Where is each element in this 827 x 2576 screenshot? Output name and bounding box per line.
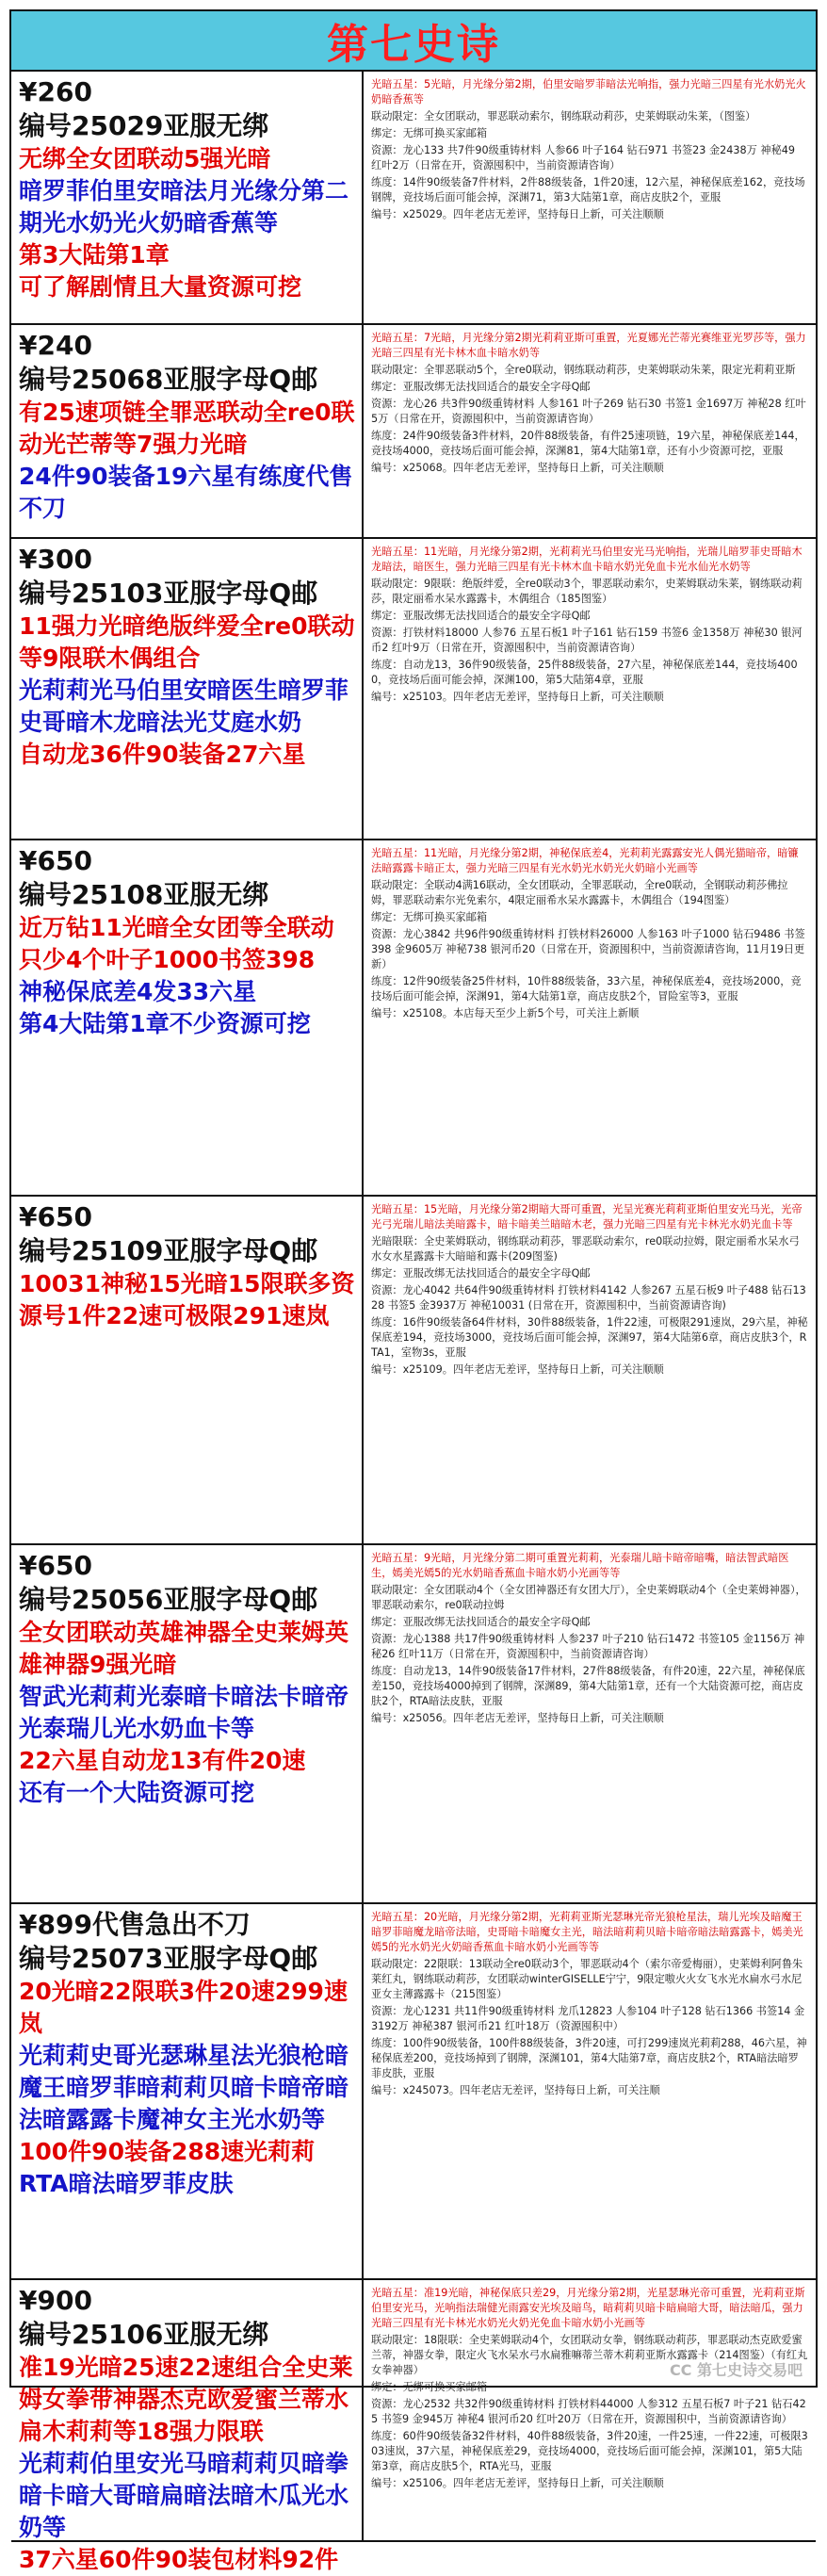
detail-line: 编号：x25109。四年老店无差评，坚持每日上新，可关注顺顺 [371, 1363, 664, 1376]
listing-highlight: RTA暗法暗罗菲皮肤 [19, 2170, 234, 2197]
listing-summary [11, 1197, 364, 1543]
listing-highlight: 智武光莉莉光泰暗卡暗法卡暗帝光泰瑞儿光水奶血卡等 [19, 1683, 349, 1742]
listing-highlight: 第3大陆第1章 [19, 241, 170, 269]
detail-line: 练度：60件90级装备32件材料，40件88级装备，3件20速，一件25速，一件22速，可极限303速岚，37六星，神秘保底差29，竞技场4000，竞技场后面可能会掉，深渊101，第5大陆第3章，商店皮肤5个，RTA光马，亚服 [371, 2430, 808, 2472]
listing-price: ¥260 [19, 76, 92, 107]
detail-line: 绑定：无绑可换买家邮箱 [371, 911, 488, 923]
listing-row [11, 1904, 816, 2280]
listing-highlight: 近万钻11光暗全女团等全联动只少4个叶子1000书签398 [19, 914, 334, 973]
listing-highlight: 还有一个大陆资源可挖 [19, 1779, 255, 1806]
detail-line: 光暗五星：20光暗，月光缘分第2期，光莉莉亚斯光瑟琳光帝光狼枪星法，瑞儿光埃及暗魔王暗罗菲暗魔龙暗帝法暗，史哥暗卡暗魔女主光，暗法暗莉莉贝暗卡暗帝暗法暗露露卡，嫣美光嫣5的光水奶光火奶暗香蕉血卡暗水奶小光画等等 [371, 1911, 803, 1953]
listing-highlight: 22六星自动龙13有件20速 [19, 1747, 306, 1774]
listing-row [11, 2280, 816, 2573]
detail-line: 绑定：亚服改绑无法找回适合的最安全字母Q邮 [371, 1616, 591, 1628]
listing-details [364, 1197, 816, 1543]
detail-line: 练度：14件90级装备7件材料，2件88级装备，1件20速，12六星，神秘保底差162，竞技场钢牌，竞技场后面可能会掉，深渊71，第3大陆第1章，商店皮肤2个，亚服 [371, 176, 805, 204]
detail-line: 绑定：无绑可换买家邮箱 [371, 2381, 488, 2393]
listing-price: ¥650 [19, 1201, 92, 1232]
detail-line: 绑定：无绑可换买家邮箱 [371, 127, 488, 139]
listing-highlight: 有25速项链全罪恶联动全re0联动光芒蒂等7强力光暗 [19, 399, 355, 458]
listing-price: ¥900 [19, 2285, 92, 2316]
listing-highlight: 20光暗22限联3件20速299速岚 [19, 1978, 348, 2037]
listing-details [364, 1545, 816, 1902]
listing-details [364, 539, 816, 839]
listing-code: 编号25068亚服字母Q邮 [19, 364, 318, 395]
listing-summary [11, 1545, 364, 1902]
page-title-bar [11, 11, 816, 72]
listing-details [364, 72, 816, 323]
detail-line: 练度：16件90级装备64件材料，30件88级装备，1件22速，可极限291速岚，29六星，神秘保底差194，竞技场3000，竞技场后面可能会掉，深渊97，第4大陆第6章，商店皮肤3个，RTA1，室物3s，亚服 [371, 1316, 808, 1359]
listing-highlight: 可了解剧情且大量资源可挖 [19, 273, 302, 301]
listing-price: ¥899代售急出不刀 [19, 1909, 251, 1940]
detail-line: 绑定：亚服改绑无法找回适合的最安全字母Q邮 [371, 610, 591, 622]
listing-highlight: 光莉莉史哥光瑟琳星法光狼枪暗魔王暗罗菲暗莉莉贝暗卡暗帝暗法暗露露卡魔神女主光水奶等 [19, 2042, 349, 2133]
detail-line: 练度：自动龙13，36件90级装备，25件88级装备，27六星，神秘保底差144，竞技场4000，竞技场后面可能会掉，深渊100，第5大陆第4章，亚服 [371, 659, 798, 686]
listing-row [11, 840, 816, 1197]
listing-code: 编号25073亚服字母Q邮 [19, 1943, 318, 1974]
detail-line: 资源：龙心1388 共17件90级重铸材料 人参237 叶子210 钻石1472 书签105 金1156万 神秘26 红叶11万（日常在开，资源囤积中，当前资源请咨询） [371, 1633, 805, 1660]
detail-line: 光暗五星：准19光暗，神秘保底只差29，月光缘分第2期，光星瑟琳光帝可重置，光莉莉亚斯伯里安光马，光响指法瑞健光雨露安光埃及暗鸟，暗莉莉贝暗卡暗扁暗大哥，暗法暗瓜，强力光暗三四星有光卡林光水奶光火奶光免血卡暗水奶小光画等 [371, 2287, 805, 2329]
detail-line: 绑定：亚服改绑无法找回适合的最安全字母Q邮 [371, 381, 591, 393]
detail-line: 联动限定：18限联：全史莱姆联动4个，女团联动女拳，钢练联动莉莎，罪恶联动杰克欧爱蜜兰蒂，神器女拳，限定火飞水呆水弓水扁雅嘛蒂兰蒂木莉莉亚斯水露露卡（214图鉴）（有红丸女拳神器） [371, 2334, 808, 2376]
listing-row [11, 325, 816, 539]
detail-line: 资源：打铁材料18000 人参76 五星石板1 叶子161 钻石159 书签6 金1358万 神秘30 银河币2 红叶9万（日常在开，资源囤积中，当前资源请咨询） [371, 627, 803, 654]
detail-line: 绑定：亚服改绑无法找回适合的最安全字母Q邮 [371, 1267, 591, 1280]
detail-line: 练度：24件90级装备3件材料，20件88级装备，有件25速项链，19六星，神秘保底差144，竞技场4000，竞技场后面可能会掉，深渊81，第4大陆第1章，还有小少资源可挖，亚服 [371, 430, 805, 457]
detail-line: 练度：100件90级装备，100件88级装备，3件20速，可打299速岚光莉莉288，46六星，神秘保底差200，竞技场掉到了钢牌，深渊101，第4大陆第7章，商店皮肤2个，RTA暗法暗罗菲皮肤，亚服 [371, 2037, 807, 2079]
detail-line: 资源：龙心2532 共32件90级重铸材料 打铁材料44000 人参312 五星石板7 叶子21 钻石425 书签9 金945万 神秘4 银河币20 红叶20万（日常在开，资源囤积中，当前资源请咨询） [371, 2398, 806, 2425]
detail-line: 联动限定：全罪恶联动5个，全re0联动，钢练联动莉莎，史莱姆联动朱莱，限定光莉莉亚斯 [371, 364, 796, 376]
listing-code: 编号25029亚服无绑 [19, 110, 269, 141]
detail-line: 联动限定：全联动4满16联动，全女团联动，全罪恶联动，全re0联动，全钢联动莉莎佛拉姆，罪恶联动索尔光免索尔，4限定丽希水呆水露露卡，木偶组合（194图鉴） [371, 879, 788, 906]
listing-summary [11, 539, 364, 839]
detail-line: 编号：x25029。四年老店无差评，坚持每日上新，可关注顺顺 [371, 208, 664, 220]
listing-summary [11, 2280, 364, 2573]
detail-line: 光暗五星：7光暗，月光缘分第2期光莉莉亚斯可重置，光夏娜光芒蒂光赛维亚光罗莎等，强力光暗三四星有光卡林木血卡暗水奶等 [371, 332, 806, 359]
listing-summary [11, 72, 364, 323]
detail-line: 光暗五星：15光暗，月光缘分第2期暗大哥可重置，光呈光赛光莉莉亚斯伯里安光马光，光帝光弓光瑞儿暗法美暗露卡，暗卡暗美兰暗暗木老，强力光暗三四星有光卡林光水奶光血卡等 [371, 1203, 803, 1231]
listing-details [364, 325, 816, 537]
detail-line: 光暗五星：5光暗，月光缘分第2期，伯里安暗罗菲暗法光响指，强力光暗三四星有光水奶光火奶暗香蕉等 [371, 78, 806, 106]
detail-line: 编号：x25108。本店每天至少上新5个号，可关注上新顺 [371, 1007, 640, 1019]
detail-line: 光暗五星：11光暗，月光缘分第2期，神秘保底差4，光莉莉光露露安光人偶光猫暗帝，暗镰法暗露露卡暗正太，强力光暗三四星有光水奶光水奶光火奶暗小光画等 [371, 847, 799, 874]
detail-line: 练度：自动龙13，14件90级装备17件材料，27件88级装备，有件20速，22六星，神秘保底差150，竞技场4000掉到了钢牌，深渊89，第4大陆第1章，还有一个大陆资源可挖，商店皮肤2个，RTA暗法皮肤，亚服 [371, 1665, 805, 1707]
detail-line: 编号：x25103。四年老店无差评，坚持每日上新，可关注顺顺 [371, 691, 664, 703]
listing-code: 编号25106亚服无绑 [19, 2319, 269, 2350]
detail-line: 联动限定：22限联：13联动全re0联动3个，罪恶联动4个（索尔帝爱梅丽），史莱姆利阿鲁朱莱红丸，钢练联动莉莎，女团联动winterGISELLE宁宁，9限定嗷火火女飞水光水扁水弓水尼亚女主薄露露卡（215图鉴） [371, 1958, 803, 2000]
listing-code: 编号25103亚服字母Q邮 [19, 578, 318, 609]
detail-line: 光暗五星：11光暗，月光缘分第2期，光莉莉光马伯里安光马光响指，光瑞儿暗罗菲史哥暗木龙暗法，暗医生，强力光暗三四星有光卡林木血卡暗水奶光免血卡光水仙光水奶等 [371, 546, 803, 573]
detail-line: 练度：12件90级装备25件材料，10件88级装备，33六星，神秘保底差4，竞技场2000，竞技场后面可能会掉，深渊91，第4大陆第1章，商店皮肤2个，冒险室等3，亚服 [371, 975, 802, 1003]
detail-line: 资源：龙心3842 共96件90级重铸材料 打铁材料26000 人参163 叶子1000 钻石9486 书签398 金9605万 神秘738 银河币20（日常在开，资源囤积中，当前资源请咨询，11月19日更新） [371, 928, 805, 970]
listing-details [364, 840, 816, 1195]
detail-line: 编号：x25056。四年老店无差评，坚持每日上新，可关注顺顺 [371, 1712, 664, 1724]
detail-line: 联动限定：9限联：绝版绊爱，全re0联动3个，罪恶联动索尔，史莱姆联动朱莱，钢练联动莉莎，限定丽希水呆水露露卡，木偶组合（185图鉴） [371, 578, 803, 605]
listing-details [364, 2280, 816, 2540]
detail-line: 联动限定：全女团联动，罪恶联动索尔，钢练联动莉莎，史莱姆联动朱莱，（图鉴） [371, 110, 756, 122]
detail-line: 光暗限联：全史莱姆联动，钢练联动莉莎，罪恶联动索尔，re0联动拉姆，限定丽希水呆水弓水女水星露露卡大暗暗和露卡(209图鉴) [371, 1235, 800, 1263]
detail-line: 资源：龙心4042 共64件90级重铸材料 打铁材料4142 人参267 五星石板9 叶子488 钻石1328 书签5 金3937万 神秘10031 (日常在开，资源囤积中，当前资源请咨询) [371, 1284, 806, 1312]
listing-code: 编号25056亚服字母Q邮 [19, 1584, 318, 1615]
listing-highlight: 准19光暗25速22速组合全史莱姆女拳带神器杰克欧爱蜜兰蒂水扁木莉莉等18强力限联 [19, 2354, 353, 2445]
listing-summary [11, 1904, 364, 2278]
detail-line: 光暗五星：9光暗，月光缘分第二期可重置光莉莉，光泰瑞儿暗卡暗帝暗嘴，暗法智武暗医生，嫣美光嫣5的光水奶暗香蕉血卡暗水奶小光画等等 [371, 1552, 789, 1579]
listing-highlight: 100件90装备288速光莉莉 [19, 2138, 316, 2165]
listing-price: ¥650 [19, 845, 92, 876]
detail-line: 资源：龙心26 共3件90级重铸材料 人参161 叶子269 钻石30 书签1 金1697万 神秘28 红叶5万（日常在开，资源囤积中，当前资源请咨询） [371, 398, 806, 425]
listing-highlight: 11强力光暗绝版绊爱全re0联动等9限联木偶组合 [19, 612, 355, 672]
listing-highlight: 第4大陆第1章不少资源可挖 [19, 1010, 311, 1037]
listing-highlight: 37六星60件90装包材料92件 [19, 2546, 339, 2573]
detail-line: 编号：x25106。四年老店无差评，坚持每日上新，可关注顺顺 [371, 2477, 664, 2489]
listing-details [364, 1904, 816, 2278]
page-title: 第七史诗 [327, 21, 500, 69]
listing-row [11, 539, 816, 840]
listing-highlight: 全女团联动英雄神器全史莱姆英雄神器9强光暗 [19, 1619, 349, 1678]
listing-highlight: 光莉莉光马伯里安暗医生暗罗菲史哥暗木龙暗法光艾庭水奶 [19, 677, 349, 736]
detail-line: 联动限定：全女团联动4个（全女团神器还有女团大厅），全史莱姆联动4个（全史莱姆神器），罪恶联动索尔，re0联动拉姆 [371, 1584, 806, 1611]
listing-highlight: 10031神秘15光暗15限联多资源号1件22速可极限291速岚 [19, 1270, 355, 1329]
listing-code: 编号25108亚服无绑 [19, 879, 269, 910]
listing-row [11, 72, 816, 325]
listing-highlight: 神秘保底差4发33六星 [19, 978, 257, 1005]
listing-row [11, 1545, 816, 1904]
listing-code: 编号25109亚服字母Q邮 [19, 1235, 318, 1266]
listing-summary [11, 325, 364, 537]
listing-highlight: 暗罗菲伯里安暗法月光缘分第二期光水奶光火奶暗香蕉等 [19, 177, 349, 236]
listing-price: ¥650 [19, 1550, 92, 1581]
listing-summary [11, 840, 364, 1195]
listing-highlight: 24件90装备19六星有练度代售不刀 [19, 463, 353, 522]
listing-sheet [9, 9, 818, 2573]
detail-line: 编号：x245073。四年老店无差评，坚持每日上新，可关注顺 [371, 2084, 660, 2096]
listing-row [11, 1197, 816, 1545]
listing-highlight: 无绑全女团联动5强光暗 [19, 145, 271, 172]
listing-price: ¥240 [19, 330, 92, 361]
listing-price: ¥300 [19, 544, 92, 575]
detail-line: 资源：龙心1231 共11件90级重铸材料 龙爪12823 人参104 叶子128 钻石1366 书签14 金3192万 神秘387 银河币21 红叶18万（资源囤积中） [371, 2005, 805, 2032]
watermark: CC 第七史诗交易吧 [669, 2361, 803, 2379]
listing-highlight: 自动龙36件90装备27六星 [19, 741, 306, 768]
listing-highlight: 光莉莉伯里安光马暗莉莉贝暗拳暗卡暗大哥暗扁暗法暗木瓜光水奶等 [19, 2450, 349, 2541]
detail-line: 资源：龙心133 共7件90级重铸材料 人参66 叶子164 钻石971 书签23 金2438万 神秘49 红叶2万（日常在开，资源囤积中，当前资源请咨询） [371, 144, 795, 171]
detail-line: 编号：x25068。四年老店无差评，坚持每日上新，可关注顺顺 [371, 462, 664, 474]
listing-rows [11, 72, 816, 2573]
